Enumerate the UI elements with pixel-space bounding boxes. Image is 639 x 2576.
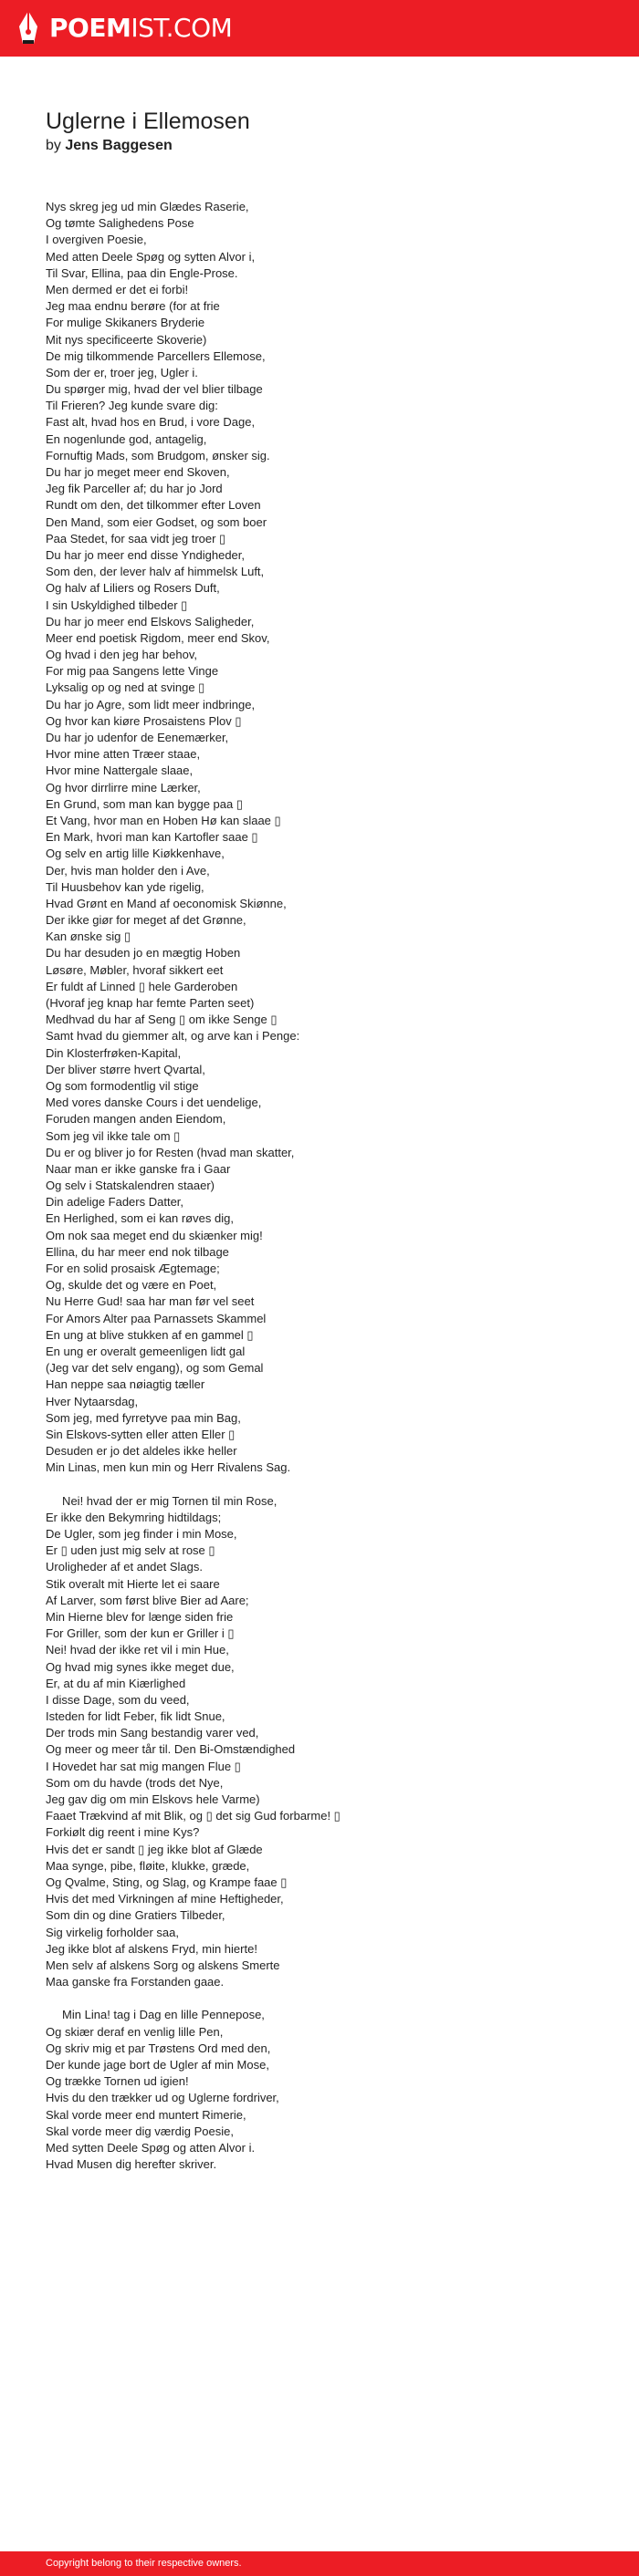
- poem-line: En ung er overalt gemeenligen lidt gal: [46, 1344, 246, 1358]
- poem-line: Du har jo meer end Elskovs Saligheder,: [46, 614, 255, 628]
- poem-line: Er fuldt af Linned ▯ hele Garderoben: [46, 979, 238, 993]
- top-bar: [0, 0, 639, 57]
- poem-line: Hvis det er sandt ▯ jeg ikke blot af Glæde: [46, 1842, 263, 1856]
- poem-line: Og halv af Liliers og Rosers Duft,: [46, 581, 220, 596]
- poem-line: Der bliver større hvert Qvartal,: [46, 1062, 205, 1076]
- site-logo-link[interactable]: [16, 9, 232, 47]
- poem-line: Og selv en artig lille Kiøkkenhave,: [46, 847, 225, 861]
- poem-line: Til Svar, Ellina, paa din Engle-Prose.: [46, 265, 238, 280]
- stanza-break: [46, 1990, 593, 2007]
- poem-line: Du har jo Agre, som lidt meer indbringe,: [46, 697, 256, 712]
- logo-bold-part: POEM: [49, 13, 131, 43]
- poem-line: Stik overalt mit Hierte let ei saare: [46, 1576, 220, 1591]
- poem-line: Og skiær deraf en venlig lille Pen,: [46, 2024, 224, 2039]
- poem-title: Uglerne i Ellemosen: [46, 109, 250, 134]
- poem-line: Min Lina! tag i Dag en lille Pennepose,: [46, 2008, 265, 2022]
- poem-line: Og hvad mig synes ikke meget due,: [46, 1659, 235, 1674]
- poem-line: Lyksalig op og ned at svinge ▯: [46, 680, 205, 695]
- poem-line: Du har jo udenfor de Eenemærker,: [46, 731, 229, 744]
- poem-line: Løsøre, Møbler, hvoraf sikkert eet: [46, 962, 224, 977]
- poem-line: Jeg gav dig om min Elskovs hele Varme): [46, 1792, 260, 1806]
- poem-line: Naar man er ikke ganske fra i Gaar: [46, 1161, 231, 1176]
- poem-line: Men selv af alskens Sorg og alskens Smerte: [46, 1958, 280, 1972]
- poem-line: Hvad Grønt en Mand af oeconomisk Skiønne,: [46, 896, 287, 910]
- poem-line: Er ▯ uden just mig selv at rose ▯: [46, 1543, 215, 1558]
- poem-line: Min Linas, men kun min og Herr Rivalens Sag.: [46, 1460, 291, 1475]
- footer-bar: [0, 2551, 639, 2576]
- poem-line: Paa Stedet, for saa vidt jeg troer ▯: [46, 531, 226, 545]
- poem-line: Og trække Tornen ud igien!: [46, 2074, 189, 2089]
- poem-line: Der ikke giør for meget af det Grønne,: [46, 913, 246, 928]
- site-logo-text: [49, 9, 232, 47]
- poem-line: De mig tilkommende Parcellers Ellemose,: [46, 348, 266, 363]
- poem-line: Et Vang, hvor man en Hoben Hø kan slaae ▯: [46, 813, 281, 827]
- poem-line: Du har jo meer end disse Yndigheder,: [46, 547, 246, 562]
- poem-line: For Griller, som der kun er Griller i ▯: [46, 1626, 235, 1641]
- poem-line: Og skriv mig et par Trøstens Ord med den,: [46, 2041, 271, 2055]
- poem-line: Sin Elskovs-sytten eller atten Eller ▯: [46, 1427, 236, 1441]
- poem-line: For mulige Skikaners Bryderie: [46, 316, 205, 330]
- poem-line: Med sytten Deele Spøg og atten Alvor i.: [46, 2140, 256, 2155]
- poem-byline: [46, 137, 593, 155]
- poem-line: Af Larver, som først blive Bier ad Aare;: [46, 1593, 249, 1607]
- poem-line: En Mark, hvori man kan Kartofler saae ▯: [46, 830, 258, 845]
- poem-line: Din adelige Faders Datter,: [46, 1195, 184, 1210]
- poem-line: En Grund, som man kan bygge paa ▯: [46, 796, 243, 811]
- poem-line: Hvor mine Nattergale slaae,: [46, 763, 194, 778]
- poem-line: Foruden mangen anden Eiendom,: [46, 1112, 226, 1127]
- poem-line: En nogenlunde god, antagelig,: [46, 431, 207, 446]
- poem-line: Du har desuden jo en mægtig Hoben: [46, 946, 241, 961]
- poem-line: Jeg fik Parceller af; du har jo Jord: [46, 482, 223, 496]
- poem-line: Fast alt, hvad hos en Brud, i vore Dage,: [46, 415, 256, 430]
- poem-line: Nei! hvad der er mig Tornen til min Rose,: [46, 1493, 278, 1508]
- poem-line: I overgiven Poesie,: [46, 233, 147, 247]
- poem-line: Og hvad i den jeg har behov,: [46, 648, 197, 662]
- poem-line: Og hvor dirrlirre mine Lærker,: [46, 780, 201, 795]
- poem-line: Som jeg, med fyrretyve paa min Bag,: [46, 1410, 241, 1425]
- poem-line: Jeg ikke blot af alskens Fryd, min hierte!: [46, 1941, 257, 1956]
- poem-line: De Ugler, som jeg finder i min Mose,: [46, 1527, 237, 1541]
- poem-line: Maa synge, pibe, fløite, klukke, græde,: [46, 1858, 250, 1873]
- poem-line: Den Mand, som eier Godset, og som boer: [46, 514, 267, 529]
- poem-line: Med vores danske Cours i det uendelige,: [46, 1096, 262, 1110]
- poem-line: Hvis du den trækker ud og Uglerne fordriver,: [46, 2091, 279, 2105]
- poem-line: Min Hierne blev for længe siden frie: [46, 1609, 234, 1624]
- poem-line: Hver Nytaarsdag,: [46, 1394, 139, 1408]
- poem-line: Rundt om den, det tilkommer efter Loven: [46, 498, 261, 513]
- poem-line: For Amors Alter paa Parnassets Skammel: [46, 1311, 267, 1325]
- poem-line: (Hvoraf jeg knap har femte Parten seet): [46, 996, 255, 1010]
- poem-line: Som jeg vil ikke tale om ▯: [46, 1128, 181, 1143]
- poem-line: Du spørger mig, hvad der vel blier tilbage: [46, 382, 263, 397]
- poem-line: Og som formodentlig vil stige: [46, 1078, 199, 1093]
- poem-line: Som den, der lever halv af himmelsk Luft,: [46, 565, 265, 579]
- poem-line: Skal vorde meer end muntert Rimerie,: [46, 2107, 246, 2122]
- poem-line: Og selv i Statskalendren staaer): [46, 1179, 215, 1193]
- poem-line: Som din og dine Gratiers Tilbeder,: [46, 1908, 225, 1923]
- poem-line: En Herlighed, som ei kan røves dig,: [46, 1211, 234, 1226]
- poem-line: Men dermed er det ei forbi!: [46, 282, 189, 296]
- poem-line: Forkiølt dig reent i mine Kys?: [46, 1825, 200, 1840]
- poem-line: Nu Herre Gud! saa har man før vel seet: [46, 1294, 255, 1309]
- poem-line: Kan ønske sig ▯: [46, 930, 131, 944]
- poem-line: Hvor mine atten Træer staae,: [46, 747, 201, 762]
- poem-line: Til Frieren? Jeg kunde svare dig:: [46, 399, 218, 413]
- poem-line: Desuden er jo det aldeles ikke heller: [46, 1444, 237, 1459]
- poem-line: I Hovedet har sat mig mangen Flue ▯: [46, 1759, 241, 1773]
- poem-line: Til Huusbehov kan yde rigelig,: [46, 879, 204, 894]
- poem-line: Med atten Deele Spøg og sytten Alvor i,: [46, 249, 256, 264]
- poem-line: Og hvor kan kiøre Prosaistens Plov ▯: [46, 713, 242, 728]
- poem-line: Din Klosterfrøken-Kapital,: [46, 1045, 182, 1060]
- poem-line: Uroligheder af et andet Slags.: [46, 1560, 203, 1574]
- poem-line: Der trods min Sang bestandig varer ved,: [46, 1726, 259, 1740]
- byline-prefix: by: [46, 138, 61, 153]
- poem-line: Og tømte Salighedens Pose: [46, 216, 194, 231]
- poem-line: Medhvad du har af Seng ▯ om ikke Senge ▯: [46, 1013, 278, 1027]
- poem-line: Nei! hvad der ikke ret vil i min Hue,: [46, 1643, 229, 1657]
- poem-line: I sin Uskyldighed tilbeder ▯: [46, 597, 188, 612]
- poem-line: Jeg maa endnu berøre (for at frie: [46, 299, 220, 314]
- poem-line: Der kunde jage bort de Ugler af min Mose,: [46, 2058, 269, 2072]
- poem-line: En ung at blive stukken af en gammel ▯: [46, 1327, 254, 1342]
- fountain-pen-nib-icon: [16, 10, 40, 47]
- poem-line: Samt hvad du giemmer alt, og arve kan i Penge:: [46, 1029, 300, 1044]
- poem-line: Er, at du af min Kiærlighed: [46, 1676, 186, 1690]
- poem-line: Isteden for lidt Feber, fik lidt Snue,: [46, 1709, 225, 1724]
- poem-line: Faaet Trækvind af mit Blik, og ▯ det sig Gud forbarme! ▯: [46, 1809, 340, 1823]
- logo-thin-part: IST.COM: [131, 13, 233, 43]
- poem-line: Og meer og meer tår til. Den Bi-Omstændighed: [46, 1742, 296, 1757]
- poem-body: [46, 199, 593, 2173]
- poem-line: Fornuftig Mads, som Brudgom, ønsker sig.: [46, 448, 270, 462]
- poem-line: Og, skulde det og være en Poet,: [46, 1278, 217, 1293]
- poem-line: Der, hvis man holder den i Ave,: [46, 863, 210, 878]
- poem-line: Du er og bliver jo for Resten (hvad man skatter,: [46, 1145, 295, 1159]
- poem-line: Du har jo meget meer end Skoven,: [46, 465, 230, 479]
- poem-author: Jens Baggesen: [65, 138, 173, 153]
- poem-line: Sig virkelig forholder saa,: [46, 1925, 179, 1939]
- poem-line: Han neppe saa nøiagtig tæller: [46, 1377, 205, 1392]
- poem-line: (Jeg var det selv engang), og som Gemal: [46, 1361, 264, 1376]
- poem-line: Og Qvalme, Sting, og Slag, og Krampe faae ▯: [46, 1875, 288, 1889]
- poem-line: Nys skreg jeg ud min Glædes Raserie,: [46, 200, 249, 213]
- poem-line: For mig paa Sangens lette Vinge: [46, 664, 219, 679]
- stanza-break: [46, 1476, 593, 1492]
- poem-line: For en solid prosaisk Ægtemage;: [46, 1262, 220, 1275]
- poem-content: [46, 108, 593, 2173]
- poem-line: Meer end poetisk Rigdom, meer end Skov,: [46, 630, 270, 645]
- poem-line: Er ikke den Bekymring hidtildags;: [46, 1510, 222, 1524]
- footer-copyright: Copyright belong to their respective owners.: [46, 2558, 242, 2569]
- poem-line: Hvis det med Virkningen af mine Heftigheder,: [46, 1892, 284, 1906]
- poem-line: I disse Dage, som du veed,: [46, 1692, 190, 1707]
- poem-line: Maa ganske fra Forstanden gaae.: [46, 1975, 225, 1989]
- poem-line: Ellina, du har meer end nok tilbage: [46, 1244, 229, 1259]
- poem-line: Skal vorde meer dig værdig Poesie,: [46, 2124, 234, 2138]
- poem-line: Mit nys specificeerte Skoverie): [46, 332, 207, 347]
- poem-line: Som der er, troer jeg, Ugler i.: [46, 365, 198, 379]
- poem-line: Hvad Musen dig herefter skriver.: [46, 2157, 217, 2172]
- poem-line: Om nok saa meget end du skiænker mig!: [46, 1228, 263, 1242]
- poem-line: Som om du havde (trods det Nye,: [46, 1775, 224, 1790]
